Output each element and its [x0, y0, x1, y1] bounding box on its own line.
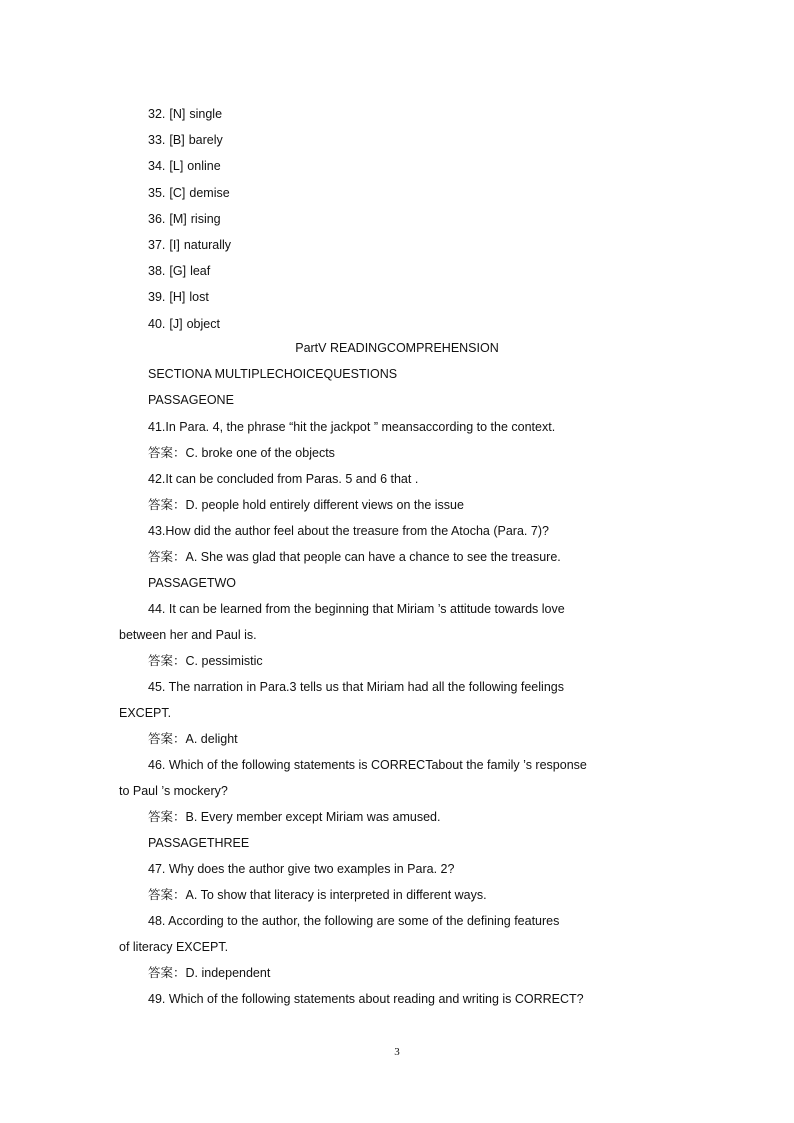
question-46-line-1: 46. Which of the following statements is CORRECTabout the family ’s response: [148, 758, 587, 772]
question-45-line-1: 45. The narration in Para.3 tells us that Miriam had all the following feelings: [148, 680, 564, 694]
answer-item: [148, 237, 231, 253]
answer-letter: [I]: [169, 238, 180, 252]
answer-text: A. delight: [185, 732, 238, 746]
answer-41: [148, 445, 335, 461]
answer-word: object: [186, 317, 220, 331]
answer-label: 答案：: [148, 731, 186, 746]
answer-word: demise: [189, 186, 230, 200]
answer-text: D. people hold entirely different views on the issue: [185, 498, 464, 512]
question-48-line-1: 48. According to the author, the following are some of the defining features: [148, 914, 560, 928]
answer-43: [148, 549, 561, 565]
page-number: 3: [394, 1046, 400, 1058]
answer-item: [148, 158, 221, 174]
answer-number: 37.: [148, 238, 166, 252]
answer-42: [148, 497, 464, 513]
answer-label: 答案：: [148, 445, 186, 460]
question-45-line-2: EXCEPT.: [119, 706, 172, 720]
answer-number: 36.: [148, 212, 166, 226]
answer-word: online: [187, 159, 221, 173]
answer-letter: [G]: [169, 264, 187, 278]
answer-label: 答案：: [148, 965, 186, 980]
answer-label: 答案：: [148, 809, 186, 824]
answer-letter: [N]: [169, 107, 186, 121]
answer-label: 答案：: [148, 887, 186, 902]
answer-word: leaf: [190, 264, 211, 278]
question-47: 47. Why does the author give two examples in Para. 2?: [148, 862, 455, 876]
answer-item: [148, 289, 209, 305]
answer-item: [148, 185, 230, 201]
answer-text: A. She was glad that people can have a chance to see the treasure.: [185, 550, 561, 564]
question-41: 41.In Para. 4, the phrase “hit the jackpot ” meansaccording to the context.: [148, 420, 556, 434]
answer-number: 40.: [148, 317, 166, 331]
answer-text: C. pessimistic: [185, 654, 263, 668]
answer-number: 39.: [148, 290, 166, 304]
answer-number: 32.: [148, 107, 166, 121]
answer-item: [148, 263, 210, 279]
answer-letter: [H]: [169, 290, 186, 304]
answer-item: [148, 132, 223, 148]
answer-label: 答案：: [148, 653, 186, 668]
answer-47: [148, 887, 487, 903]
question-46-line-2: to Paul ’s mockery?: [119, 784, 228, 798]
answer-word: rising: [190, 212, 221, 226]
answer-item: [148, 316, 220, 332]
passage-two-title: PASSAGETWO: [148, 576, 236, 590]
question-49: 49. Which of the following statements about reading and writing is CORRECT?: [148, 992, 584, 1006]
answer-text: D. independent: [185, 966, 271, 980]
answer-letter: [B]: [169, 133, 185, 147]
answer-number: 38.: [148, 264, 166, 278]
question-43: 43.How did the author feel about the treasure from the Atocha (Para. 7)?: [148, 524, 549, 538]
answer-number: 34.: [148, 159, 166, 173]
answer-word: naturally: [183, 238, 232, 252]
answer-word: lost: [189, 290, 209, 304]
section-title: SECTIONA MULTIPLECHOICEQUESTIONS: [148, 367, 398, 381]
question-44-line-1: 44. It can be learned from the beginning that Miriam ’s attitude towards love: [148, 602, 565, 616]
answer-label: 答案：: [148, 497, 186, 512]
answer-item: [148, 106, 222, 122]
answer-letter: [C]: [169, 186, 186, 200]
question-44-line-2: between her and Paul is.: [119, 628, 257, 642]
answer-word: single: [189, 107, 223, 121]
answer-text: A. To show that literacy is interpreted in different ways.: [185, 888, 487, 902]
answer-item: [148, 211, 221, 227]
answer-45: [148, 731, 238, 747]
answer-letter: [J]: [169, 317, 183, 331]
passage-three-title: PASSAGETHREE: [148, 836, 250, 850]
answer-text: B. Every member except Miriam was amused.: [185, 810, 441, 824]
question-48-line-2: of literacy EXCEPT.: [119, 940, 229, 954]
answer-number: 33.: [148, 133, 166, 147]
question-42: 42.It can be concluded from Paras. 5 and 6 that .: [148, 472, 419, 486]
part-title: PartV READINGCOMPREHENSION: [295, 341, 499, 355]
answer-48: [148, 965, 270, 981]
answer-text: C. broke one of the objects: [185, 446, 335, 460]
answer-number: 35.: [148, 186, 166, 200]
answer-letter: [M]: [169, 212, 187, 226]
passage-one-title: PASSAGEONE: [148, 393, 234, 407]
answer-label: 答案：: [148, 549, 186, 564]
answer-word: barely: [188, 133, 223, 147]
answer-44: [148, 653, 263, 669]
answer-letter: [L]: [169, 159, 184, 173]
answer-46: [148, 809, 440, 825]
